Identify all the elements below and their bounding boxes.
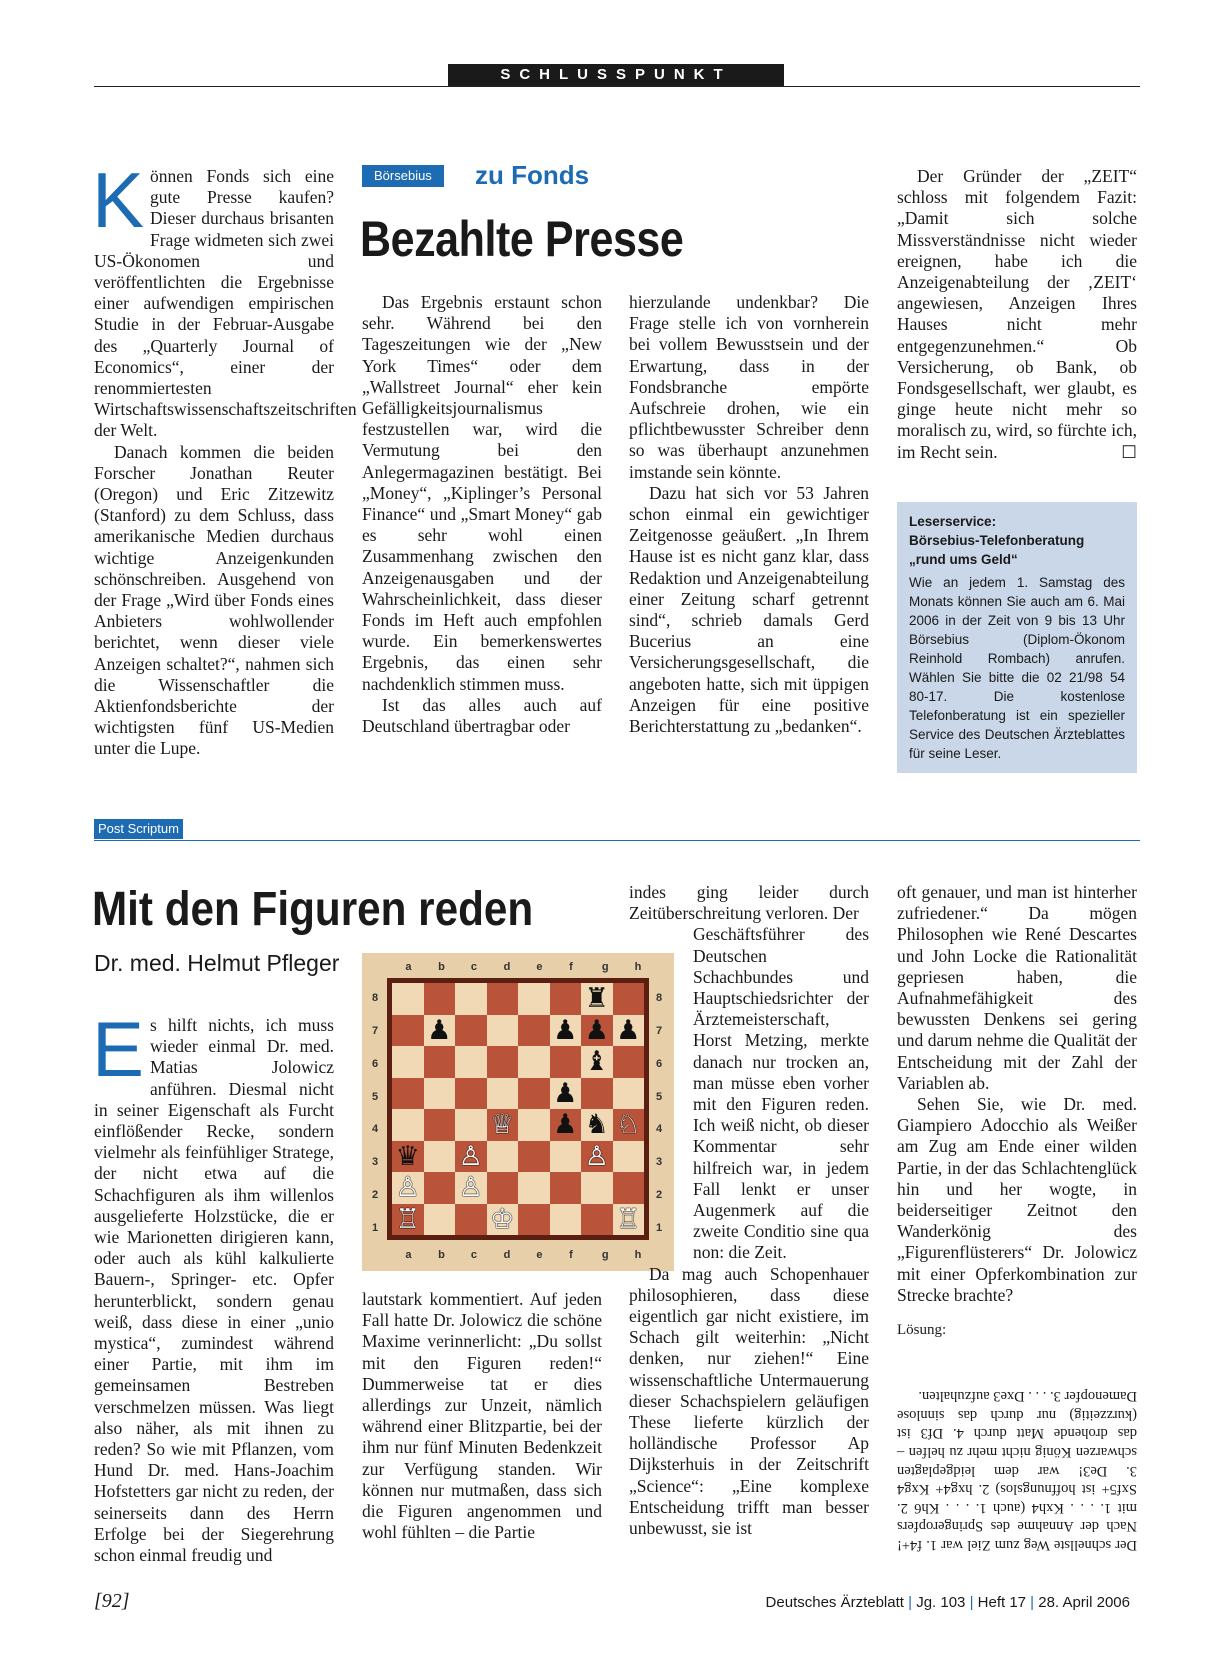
square-c6 <box>455 1046 487 1078</box>
header-rule <box>94 86 1140 87</box>
square-a6 <box>392 1046 424 1078</box>
article1-title: Bezahlte Presse <box>360 211 684 267</box>
chess-piece-g6: ♝ <box>584 1046 609 1077</box>
solution-label: Lösung: <box>897 1322 947 1338</box>
article2-col4-p2: Sehen Sie, wie Dr. med. Giampiero Adocchio als Weißer am Zug am Ende einer wilden Partie, in der das Schlachtenglück hin und her wogte, in beiderseitiger Zeitnot den Wanderkönig des „Figurenflüsterers“ Dr. Jolowicz mit einer Opferkombination zur Strecke brachte? <box>897 1094 1137 1305</box>
rank-label-2: 2 <box>656 1188 663 1201</box>
end-mark: ☐ <box>1121 441 1137 462</box>
square-g7 <box>581 1015 613 1047</box>
chess-piece-h4: ♘ <box>616 1109 641 1140</box>
square-e8 <box>518 983 550 1015</box>
rank-label-4: 4 <box>656 1123 663 1136</box>
file-label-c: c <box>470 961 477 973</box>
chess-piece-a2: ♙ <box>395 1172 420 1203</box>
square-b1 <box>424 1204 456 1236</box>
chess-piece-g4: ♞ <box>584 1109 609 1140</box>
square-g4 <box>581 1109 613 1141</box>
square-b7 <box>424 1015 456 1047</box>
boersebius-tag: Börsebius <box>362 165 444 187</box>
article1-col3-p2: Dazu hat sich vor 53 Jahren schon einmal ein gewichtiger Zeitgenosse geäußert. „In Ihrem Hause ist es nicht ganz klar, dass Redaktion und Anzeigenabteilung einer Zeitung scharf getrennt sind“, schrieb damals Gerd Bucerius an eine Versicherungsgesellschaft, die angeboten hatte, sich mit üppigen Anzeigen für eine positive Berichterstattung zu „bedanken“. <box>629 482 869 737</box>
file-label-g: g <box>601 961 609 973</box>
article1-col2 <box>362 292 602 737</box>
article1-col3-p1: hierzulande undenkbar? Die Frage stelle ich von vornherein bei vollem Bewusstsein und der Erwartung, dass in der Fondsbranche empörte Aufschreie drohen, wie ein pflichtbewusster Schreiber denn so was überhaupt anzunehmen imstande sein könnte. <box>629 292 869 482</box>
square-f2 <box>550 1172 582 1204</box>
square-c3 <box>455 1141 487 1173</box>
infobox-title-3: „rund ums Geld“ <box>909 552 1018 567</box>
square-f6 <box>550 1046 582 1078</box>
square-a4 <box>392 1109 424 1141</box>
chessboard <box>387 978 649 1240</box>
article2-col4-p1: oft genauer, und man ist hinterher zufriedener.“ Da mögen Philosophen wie René Descartes und John Locke die Rationalität gepriesen haben, die Aufnahmefähigkeit des bewussten Denkens sei gering und darum nehme die Qualität der Entscheidung mit der Zahl der Variablen ab. <box>897 882 1137 1093</box>
article1-col1-p1: önnen Fonds sich eine gute Presse kaufen? Dieser durchaus brisanten Frage widmeten sich zwei US-Ökonomen und veröffentlichten die Ergebnisse einer aufwendigen empirischen Studie in der Februar-Ausgabe des „Quarterly Journal of Economics“, einer der renommiertesten Wirtschaftswissenschaftszeitschriften der Welt. <box>94 166 357 441</box>
article2-col1 <box>92 1005 334 1566</box>
square-d6 <box>487 1046 519 1078</box>
square-d8 <box>487 983 519 1015</box>
square-f7 <box>550 1015 582 1047</box>
square-a8 <box>392 983 424 1015</box>
square-a3 <box>392 1141 424 1173</box>
article2-col2 <box>362 1289 602 1543</box>
article1-col2-p2: Ist das alles auch auf Deutschland übertragbar oder <box>362 694 602 737</box>
article2-col3-p2: Da mag auch Schopenhauer philosophieren, dass diese eigentlich gar nicht existiere, im Schach gilt weiterhin: „Nicht denken, nur ziehen!“ Eine wissenschaftliche Untermauerung dieser Schachspielern geläufigen These lieferte kürzlich der holländische Professor Ap Dijksterhuis in der Zeitschrift „Science“: „Eine komplexe Entscheidung trifft man besser unbewusst, sie ist <box>629 1263 869 1539</box>
rank-label-3: 3 <box>656 1156 663 1169</box>
square-e6 <box>518 1046 550 1078</box>
square-g8 <box>581 983 613 1015</box>
file-label-f: f <box>569 1249 573 1261</box>
file-label-b: b <box>438 1249 445 1261</box>
rank-label-8: 8 <box>372 992 379 1005</box>
rank-label-3: 3 <box>372 1156 379 1169</box>
article2-col3 <box>629 882 869 1539</box>
square-f5 <box>550 1078 582 1110</box>
square-b6 <box>424 1046 456 1078</box>
square-e5 <box>518 1078 550 1110</box>
file-label-d: d <box>503 1249 511 1261</box>
file-label-h: h <box>634 961 642 973</box>
chess-piece-g7: ♟ <box>584 1014 609 1045</box>
square-c5 <box>455 1078 487 1110</box>
square-g3 <box>581 1141 613 1173</box>
square-d3 <box>487 1141 519 1173</box>
file-label-b: b <box>438 961 445 973</box>
rank-label-1: 1 <box>372 1221 379 1234</box>
article2-col4 <box>897 882 1137 1306</box>
square-f4 <box>550 1109 582 1141</box>
chess-piece-f7: ♟ <box>553 1014 578 1045</box>
chess-piece-h7: ♟ <box>616 1014 641 1045</box>
square-e1 <box>518 1204 550 1236</box>
section-label: SCHLUSSPUNKT <box>448 64 784 86</box>
article1-col4-p1: Der Gründer der „ZEIT“ schloss mit folgendem Fazit: „Damit sich solche Missverständnisse nicht wieder ereignen, habe ich die Anzeigenabteilung der ‚ZEIT‘ angewiesen, Anzeigen Ihres Hauses nicht mehr entgegenzunehmen.“ Ob Versicherung, ob Bank, ob Fondsgesellschaft, wer glaubt, es ginge heute nicht mehr so moralisch zu, wird, so fürchte ich, im Recht sein. <box>897 166 1137 462</box>
infobox-body: Wie an jedem 1. Samstag des Monats können Sie auch am 6. Mai 2006 in der Zeit von 9 bis 13 Uhr Börsebius (Diplom-Ökonom Reinhold Rombach) anrufen. Wählen Sie bitte die 02 21/98 54 80-17. Die kostenlose Telefonberatung ist ein spezieller Service des Deutschen Ärzteblattes für seine Leser. <box>909 575 1125 761</box>
square-g6 <box>581 1046 613 1078</box>
leserservice-infobox <box>897 502 1137 773</box>
chess-piece-b7: ♟ <box>427 1014 452 1045</box>
file-label-c: c <box>470 1249 477 1261</box>
square-b2 <box>424 1172 456 1204</box>
journal-date: 28. April 2006 <box>1038 1594 1130 1611</box>
rank-label-6: 6 <box>372 1057 379 1070</box>
journal-volume: Jg. 103 <box>916 1594 966 1611</box>
square-e4 <box>518 1109 550 1141</box>
footer-info: Deutsches Ärzteblatt | Jg. 103 | Heft 17 | 28. April 2006 <box>765 1594 1130 1611</box>
article1-col2-p1: Das Ergebnis erstaunt schon sehr. Während bei den Tageszeitungen wie der „New York Times“ oder dem „Wallstreet Journal“ eher kein Gefälligkeitsjournalismus festzustellen war, wird die Vermutung bei den Anlegermagazinen bestätigt. Bei „Money“, „Kiplinger’s Personal Finance“ und „Smart Money“ gab es sehr wohl einen Zusammenhang zwischen den Anzeigenausgaben und der Wahrscheinlichkeit, dass dieser Fonds im Heft auch empfohlen wurde. Ein bemerkenswertes Ergebnis, das einen sehr nachdenklich stimmen muss. <box>362 292 602 694</box>
square-f8 <box>550 983 582 1015</box>
square-f1 <box>550 1204 582 1236</box>
rank-label-7: 7 <box>372 1025 379 1038</box>
file-label-e: e <box>536 961 543 973</box>
file-label-g: g <box>601 1249 609 1261</box>
square-a5 <box>392 1078 424 1110</box>
article1-col1-p2: Danach kommen die beiden Forscher Jonathan Reuter (Oregon) und Eric Zitzewitz (Stanford) zu dem Schluss, dass amerikanische Medien durchaus wichtige Anzeigenkunden schönschreiben. Ausgehend von der Frage „Wird über Fonds eines Anbieters wohlwollender berichtet, wenn dieser viele Anzeigen schaltet?“, nahmen sich die Wissenschaftler die Aktienfondsberichte der wichtigsten fünf US-Medien unter die Lupe. <box>94 441 334 759</box>
chess-piece-g8: ♜ <box>584 983 609 1014</box>
square-d7 <box>487 1015 519 1047</box>
square-d1 <box>487 1204 519 1236</box>
article1-tag-row <box>362 165 444 187</box>
square-c1 <box>455 1204 487 1236</box>
square-g2 <box>581 1172 613 1204</box>
article2-col3-top: indes ging leider durch Zeitüberschreitung verloren. Der <box>629 882 869 924</box>
chess-piece-a1: ♖ <box>395 1203 420 1234</box>
chess-piece-f5: ♟ <box>553 1077 578 1108</box>
rank-label-4: 4 <box>372 1123 379 1136</box>
journal-issue: Heft 17 <box>977 1594 1027 1611</box>
article1-subtitle: zu Fonds <box>475 160 590 190</box>
chess-piece-a3: ♛ <box>395 1140 420 1171</box>
chess-piece-c2: ♙ <box>458 1172 483 1203</box>
file-label-f: f <box>569 961 573 973</box>
square-d5 <box>487 1078 519 1110</box>
chess-piece-c3: ♙ <box>458 1140 483 1171</box>
solution-upside-down <box>897 1350 1137 1554</box>
rank-label-1: 1 <box>656 1221 663 1234</box>
rank-label-2: 2 <box>372 1188 379 1201</box>
square-d2 <box>487 1172 519 1204</box>
article1-col3 <box>629 292 869 737</box>
rank-label-5: 5 <box>656 1090 663 1103</box>
square-c4 <box>455 1109 487 1141</box>
file-label-a: a <box>405 961 412 973</box>
chess-piece-d1: ♔ <box>490 1203 515 1234</box>
square-b3 <box>424 1141 456 1173</box>
rank-label-5: 5 <box>372 1090 379 1103</box>
journal-name: Deutsches Ärzteblatt <box>765 1594 904 1611</box>
article2-col2-p1: lautstark kommentiert. Auf jeden Fall hatte Dr. Jolowicz die schöne Maxime verinnerlicht: „Du sollst mit den Figuren reden!“ Dummerweise tat er dies allerdings zur Unzeit, nämlich während einer Blitzpartie, bei der ihm nur fünf Minuten Bedenkzeit zur Verfügung standen. Wir können nur mutmaßen, dass sich die Figuren angenommen und wohl fühlten – die Partie <box>362 1289 602 1543</box>
square-g5 <box>581 1078 613 1110</box>
square-a2 <box>392 1172 424 1204</box>
dropcap-k: K <box>92 156 145 244</box>
post-scriptum-tag: Post Scriptum <box>94 819 183 839</box>
square-b4 <box>424 1109 456 1141</box>
square-e3 <box>518 1141 550 1173</box>
square-e7 <box>518 1015 550 1047</box>
article2-col1-p1: s hilft nichts, ich muss wieder einmal Dr. med. Matias Jolowicz anführen. Diesmal nicht in seiner Eigenschaft als Furcht einflößender Recke, sondern vielmehr als feinfühliger Stratege, der nicht etwa auf die Schachfiguren als ihm willenlos ausgelieferte Holzstücke, die er wie Marionetten dirigieren kann, oder auch als kühl kalkulierte Bauern-, Springer- etc. Opfer herunterblickt, sondern genau weiß, dass diese in einer „unio mystica“, zumindest während einer Partie, mit ihm im gemeinsamen Bestreben verschmelzen müssen. Was liegt also näher, als mit ihnen zu reden? So wie mit Pflanzen, vom Hund Dr. med. Hans-Joachim Hofstetters gar nicht zu reden, der seinerseits dann des Herrn Erfolge bei der Siegerehrung schon einmal freudig und <box>94 1015 334 1566</box>
infobox-title-1: Leserservice: <box>909 514 997 529</box>
square-a1 <box>392 1204 424 1236</box>
chess-piece-d4: ♕ <box>490 1109 515 1140</box>
square-f3 <box>550 1141 582 1173</box>
square-g1 <box>581 1204 613 1236</box>
rank-label-7: 7 <box>656 1025 663 1038</box>
file-label-e: e <box>536 1249 543 1261</box>
article2-title: Mit den Figuren reden <box>92 883 534 936</box>
square-d4 <box>487 1109 519 1141</box>
post-scriptum-rule <box>94 840 1140 841</box>
article2-author: Dr. med. Helmut Pfleger <box>94 950 340 976</box>
rank-label-8: 8 <box>656 992 663 1005</box>
square-e2 <box>518 1172 550 1204</box>
chess-piece-f4: ♟ <box>553 1109 578 1140</box>
file-label-h: h <box>634 1249 642 1261</box>
article1-col1 <box>92 156 357 760</box>
article2-col3-wrap: Geschäftsführer des Deutschen Schachbundes und Hauptschiedsrichter der Ärztemeisterschaft, Horst Metzing, merkte danach nur trocken an, man müsse eben vorher mit den Figuren reden. Ich weiß nicht, ob dieser Kommentar sehr hilfreich war, in jedem Fall lenkt er unser Augenmerk auf die zweite Conditio sine qua non: die Zeit. <box>693 924 869 1263</box>
square-b8 <box>424 983 456 1015</box>
square-b5 <box>424 1078 456 1110</box>
infobox-title-2: Börsebius-Telefonberatung <box>909 533 1085 548</box>
solution-text: Der schnellste Weg zum Ziel war 1. f4+! Nach der Annahme des Springeropfers mit 1. . . . Kxh4 (auch 1. . . . Kh6 2. Sxf5+ ist hoffnungslos) 2. hxg4+ Kxg4 3. De3! war dem leidgeplagten schwarzen König nicht mehr zu helfen – das drohende Matt durch 4. Df3 ist (kurzzeitig) nur durch das sinnlose Damenopfer 3. . . . Dxe3 aufzuhalten. <box>897 1388 1137 1553</box>
square-c2 <box>455 1172 487 1204</box>
file-label-a: a <box>405 1249 412 1261</box>
chess-diagram <box>362 953 674 1271</box>
square-a7 <box>392 1015 424 1047</box>
chess-piece-h1: ♖ <box>616 1203 641 1234</box>
article1-col4 <box>897 166 1137 463</box>
square-c8 <box>455 983 487 1015</box>
square-c7 <box>455 1015 487 1047</box>
dropcap-e: E <box>92 1005 145 1093</box>
page-number: [92] <box>94 1590 130 1612</box>
rank-label-6: 6 <box>656 1057 663 1070</box>
chess-piece-g3: ♙ <box>584 1140 609 1171</box>
file-label-d: d <box>503 961 511 973</box>
